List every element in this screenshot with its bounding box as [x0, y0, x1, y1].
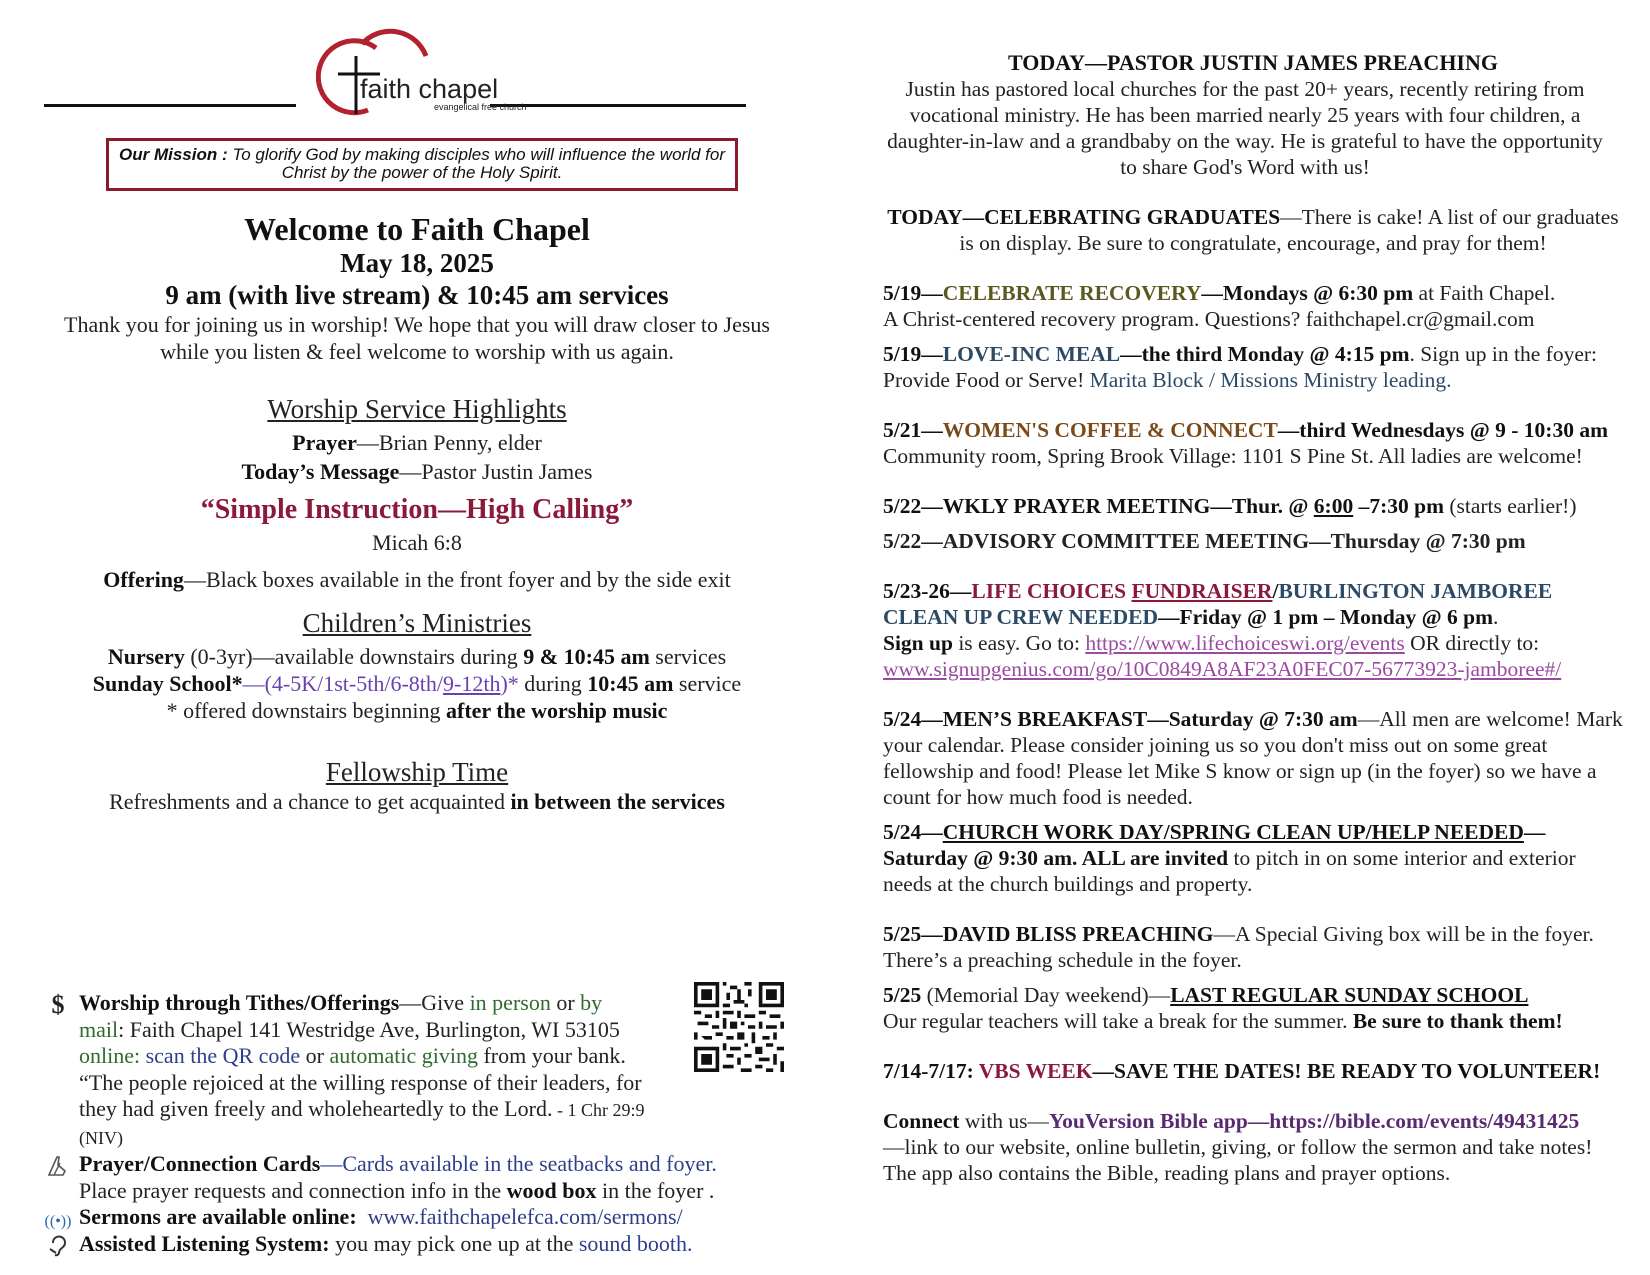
- a1-text: Justin has pastored local churches for the past 20+ years, recently retiring from vocational ministry. He has been married nearly 25 years with four children, a daughter-in-law and a grandbaby on the way. He is grateful to have the opportunity to share God's Word with us!: [887, 77, 1603, 179]
- ss-note-b: after the worship music: [446, 698, 668, 723]
- a13-vbs: [883, 1058, 1623, 1084]
- a12-name: LAST REGULAR SUNDAY SCHOOL: [1170, 983, 1529, 1007]
- a4-text1: . Sign up in the foyer: Provide Food or Serve!: [883, 342, 1597, 392]
- a10-text: to pitch in on some interior and exterior needs at the church buildings and property.: [883, 846, 1576, 896]
- a2-title: TODAY—CELEBRATING GRADUATES: [887, 205, 1281, 229]
- sermons-label: Sermons are available online:: [79, 1204, 357, 1229]
- welcome-intro: Thank you for joining us in worship! We hope that you will draw closer to Jesus while you listen & feel welcome to worship with us again.: [64, 312, 770, 364]
- a12-text: Our regular teachers will take a break for the summer.: [883, 1009, 1353, 1033]
- a5-date: 5/21—: [883, 418, 943, 442]
- service-date: May 18, 2025: [340, 248, 494, 278]
- giving-t3: or: [550, 990, 581, 1015]
- nursery-label: Nursery: [107, 644, 185, 669]
- a1-title: TODAY—PASTOR JUSTIN JAMES PREACHING: [1008, 50, 1498, 75]
- giving-by-mail: by mail: [79, 990, 603, 1042]
- a8-text: is easy. Go to:: [952, 631, 1086, 655]
- offering-label: Offering: [103, 567, 184, 592]
- prayer-cards-t4: in the foyer .: [596, 1177, 715, 1203]
- a3-celebrate-recovery: [883, 280, 1623, 332]
- a5-name: WOMEN'S COFFEE & CONNECT: [942, 418, 1278, 442]
- a4-name: LOVE-INC MEAL: [942, 342, 1121, 366]
- fellowship-text: [44, 788, 790, 815]
- prayer-cards-row: [44, 1151, 804, 1204]
- giving-t1: —Give: [399, 990, 470, 1015]
- prayer-cards-t2: Place prayer requests and connection info in the: [79, 1177, 507, 1203]
- highlights-title: Worship Service Highlights: [267, 394, 567, 424]
- a14-connect: [883, 1108, 1623, 1186]
- hearing-icon: [44, 1233, 72, 1264]
- a7-advisory: 5/22—ADVISORY COMMITTEE MEETING—Thursday @ 7:30 pm: [883, 529, 1526, 553]
- a14-with: with us—: [959, 1109, 1050, 1133]
- logo-sub: evangelical free church: [434, 102, 527, 112]
- giving-info: [44, 990, 804, 1257]
- sunday-school-line: [44, 670, 790, 697]
- fellowship-text-a: Refreshments and a chance to get acquainted: [109, 789, 511, 814]
- a2-graduates: [883, 204, 1623, 256]
- service-times: 9 am (with live stream) & 10:45 am services: [165, 280, 669, 310]
- ss-label: Sunday School*: [92, 671, 243, 696]
- prayer-cards-wood-box: wood box: [506, 1177, 597, 1203]
- a14-app-link[interactable]: YouVersion Bible app—https://bible.com/events/49431425: [1049, 1109, 1580, 1133]
- listening-label: Assisted Listening System:: [79, 1230, 330, 1256]
- a8-when: —Friday @ 1 pm – Monday @ 6 pm: [1157, 605, 1494, 629]
- fellowship-text-b: in between the services: [510, 789, 725, 814]
- a12-date: 5/25: [883, 983, 922, 1007]
- a8-or: OR directly to:: [1404, 631, 1540, 655]
- a10-name: CHURCH WORK DAY/SPRING CLEAN UP/HELP NEEDED: [942, 820, 1524, 844]
- ss-grades: (4-5K/1st-5th/6-8th/: [264, 671, 444, 696]
- nursery-line: [44, 643, 790, 670]
- a6-end: –7:30 pm: [1353, 494, 1444, 518]
- left-column: [44, 26, 790, 815]
- a3-date: 5/19—: [883, 281, 943, 305]
- ss-during: during: [518, 671, 588, 696]
- mission-box: [106, 138, 738, 191]
- offering-value: —Black boxes available in the front foyer and by the side exit: [183, 567, 731, 592]
- giving-t8: or: [300, 1043, 330, 1068]
- giving-label: Worship through Tithes/Offerings: [79, 990, 400, 1015]
- welcome-title: Welcome to Faith Chapel: [244, 211, 590, 247]
- a10-when: Saturday @ 9:30 am. ALL are invited: [883, 846, 1229, 870]
- fellowship-title: Fellowship Time: [325, 757, 509, 787]
- header-logo-row: [44, 26, 790, 116]
- prayer-value: —Brian Penny, elder: [356, 430, 542, 455]
- qr-code: [694, 982, 784, 1072]
- a8-dot: .: [1493, 605, 1499, 629]
- children-title: Children’s Ministries: [302, 608, 532, 638]
- broadcast-icon: ((•)): [44, 1213, 72, 1230]
- prayer-line: [44, 429, 790, 456]
- a4-love-inc: [883, 341, 1623, 393]
- giving-scan-qr: scan the QR code: [145, 1043, 301, 1068]
- giving-row: [44, 990, 649, 1151]
- ss-grades-end: )*: [500, 671, 519, 696]
- a9-title: 5/24—MEN’S BREAKFAST—Saturday @ 7:30 am: [883, 707, 1358, 731]
- prayer-cards-t1: —Cards available in the seatbacks and foyer.: [320, 1151, 717, 1176]
- giving-online: online:: [79, 1043, 146, 1068]
- ss-grades-high: 9-12th: [443, 671, 501, 696]
- a8-link-signupgenius[interactable]: www.signupgenius.com/go/10C0849A8AF23A0FEC07-56773923-jamboree#/: [883, 657, 1562, 681]
- a10-dash: —: [1523, 820, 1546, 844]
- a11-text: —A Special Giving box will be in the foyer. There’s a preaching schedule in the foyer.: [883, 922, 1594, 972]
- a4-date: 5/19—: [883, 342, 943, 366]
- a3-where: at Faith Chapel.: [1413, 281, 1556, 305]
- a12-thanks: Be sure to thank them!: [1352, 1009, 1563, 1033]
- a12-note: (Memorial Day weekend)—: [921, 983, 1171, 1007]
- a8-name2: FUNDRAISER: [1131, 579, 1273, 603]
- a3-when: —Mondays @ 6:30 pm: [1201, 281, 1414, 305]
- ss-end: service: [673, 671, 742, 696]
- nursery-age: (0-3yr)—available downstairs during: [184, 644, 524, 669]
- header-rule-left: [44, 104, 296, 107]
- a8-slash: /: [1272, 579, 1279, 603]
- sermons-row: [44, 1204, 804, 1231]
- a3-name: CELEBRATE RECOVERY: [942, 281, 1202, 305]
- a9-text: —All men are welcome! Mark your calendar. Please consider joining us so you don't miss out on some great fellowship and food! Please let Mike S know or sign up (in the foyer) so we have a count for how much food is needed.: [883, 707, 1623, 809]
- a11-title: 5/25—DAVID BLISS PREACHING: [883, 922, 1214, 946]
- a2-text: —There is cake! A list of our graduates is on display. Be sure to congratulate, encourage, and pray for them!: [959, 205, 1619, 255]
- giving-t10: from your bank.: [477, 1043, 626, 1068]
- a3-text: A Christ-centered recovery program. Questions? faithchapel.cr@gmail.com: [883, 307, 1535, 331]
- a11-david-bliss: [883, 921, 1623, 973]
- message-value: —Pastor Justin James: [399, 459, 593, 484]
- ss-dash: —: [242, 671, 265, 696]
- a8-name3: BURLINGTON JAMBOREE CLEAN UP CREW NEEDED: [883, 579, 1553, 629]
- giving-quote-ref: - 1 Chr 29:9 (NIV): [79, 1100, 645, 1148]
- listening-row: [44, 1231, 804, 1258]
- logo-name: faith chapel: [360, 74, 499, 104]
- a8-name1: LIFE CHOICES: [971, 579, 1132, 603]
- a10-work-day: [883, 819, 1623, 897]
- giving-automatic: automatic giving: [329, 1043, 478, 1068]
- a4-when: —the third Monday @ 4:15 pm: [1120, 342, 1410, 366]
- announcements-column: [883, 50, 1623, 1186]
- listening-sound-booth: sound booth.: [578, 1230, 693, 1256]
- mission-text: To glorify God by making disciples who will influence the world for Christ by the power of the Holy Spirit.: [232, 145, 725, 182]
- a8-life-choices: [883, 578, 1623, 682]
- a14-connect: Connect: [883, 1109, 960, 1133]
- a6-title: 5/22—WKLY PRAYER MEETING—Thur. @: [883, 494, 1314, 518]
- a9-mens-breakfast: [883, 706, 1623, 810]
- a13-date: 7/14-7/17:: [883, 1059, 979, 1083]
- a14-text: —link to our website, online bulletin, giving, or follow the sermon and take notes! The app also contains the Bible, reading plans and prayer options.: [883, 1135, 1593, 1185]
- ss-time: 10:45 am: [587, 671, 674, 696]
- sermon-title: “Simple Instruction—High Calling”: [200, 494, 634, 525]
- a6-note: (starts earlier!): [1443, 494, 1577, 518]
- a13-text: —SAVE THE DATES! BE READY TO VOLUNTEER!: [1092, 1059, 1601, 1083]
- a5-when: —third Wednesdays @ 9 - 10:30 am: [1277, 418, 1608, 442]
- a13-name: VBS WEEK: [978, 1059, 1093, 1083]
- a12-sunday-school: [883, 982, 1623, 1034]
- a8-link-lifechoices[interactable]: https://www.lifechoiceswi.org/events: [1085, 631, 1405, 655]
- giving-address: : Faith Chapel 141 Westridge Ave, Burlington, WI 53105: [118, 1016, 620, 1042]
- ss-note: [44, 697, 790, 724]
- mission-label: Our Mission :: [119, 145, 228, 164]
- a6-time: 6:00: [1313, 494, 1354, 518]
- offering-line: [44, 566, 790, 593]
- scripture-ref: Micah 6:8: [372, 530, 462, 555]
- giving-quote: “The people rejoiced at the willing response of their leaders, for they had given freely and wholeheartedly to the Lord.: [79, 1069, 642, 1121]
- a8-signup: Sign up: [883, 631, 953, 655]
- a8-date: 5/23-26—: [883, 579, 972, 603]
- a4-text2: Marita Block / Missions Ministry leading.: [1089, 368, 1452, 392]
- listening-t1: you may pick one up at the: [329, 1230, 579, 1256]
- nursery-times: 9 & 10:45 am: [523, 644, 650, 669]
- a5-text: Community room, Spring Brook Village: 1101 S Pine St. All ladies are welcome!: [883, 444, 1583, 468]
- prayer-label: Prayer: [292, 430, 357, 455]
- a10-date: 5/24—: [883, 820, 943, 844]
- message-label: Today’s Message: [241, 459, 400, 484]
- a5-womens-coffee: [883, 417, 1623, 469]
- faith-chapel-logo: [316, 26, 536, 116]
- praying-hands-icon: [44, 1153, 72, 1184]
- sermons-url[interactable]: www.faithchapelefca.com/sermons/: [367, 1204, 683, 1229]
- message-line: [44, 458, 790, 485]
- ss-note-a: * offered downstairs beginning: [166, 698, 446, 723]
- giving-in-person: in person: [469, 990, 551, 1015]
- prayer-cards-label: Prayer/Connection Cards: [79, 1151, 321, 1176]
- dollar-icon: $: [51, 990, 65, 1019]
- nursery-end: services: [649, 644, 727, 669]
- a6-prayer-meeting: [883, 493, 1623, 519]
